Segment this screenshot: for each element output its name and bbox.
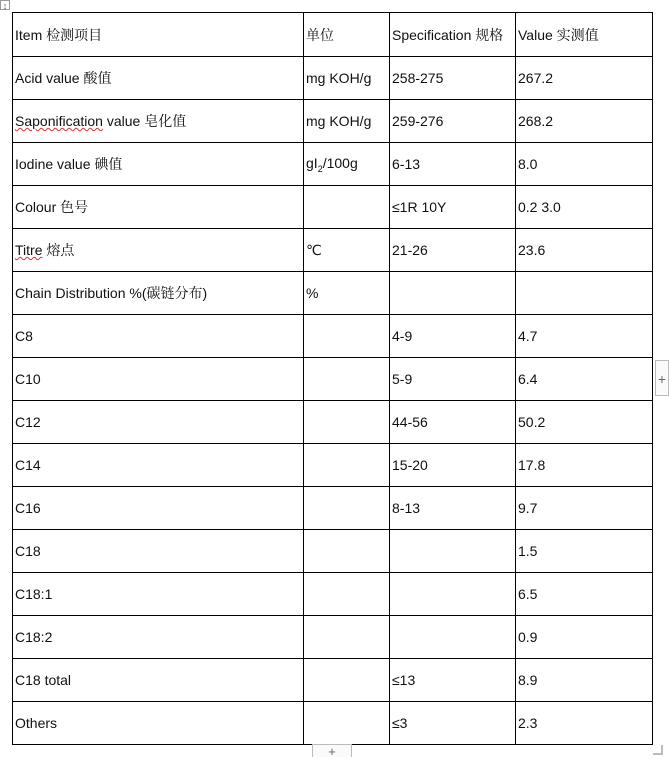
unit-cell[interactable] [304, 143, 390, 186]
table-row [13, 186, 653, 229]
header-value: Value 实测值 [516, 13, 653, 57]
table-row [13, 57, 653, 100]
unit-cell[interactable] [304, 315, 390, 358]
table-row [13, 573, 653, 616]
table-row [13, 659, 653, 702]
unit-cell[interactable] [304, 358, 390, 401]
unit-cell[interactable] [304, 616, 390, 659]
item-cell[interactable]: C18 total [13, 659, 304, 702]
item-cell[interactable]: C18:2 [13, 616, 304, 659]
unit-cell[interactable] [304, 401, 390, 444]
spec-cell[interactable] [390, 272, 516, 315]
spec-cell[interactable] [390, 530, 516, 573]
spec-cell[interactable]: 21-26 [390, 229, 516, 272]
unit-prefix: gI [306, 154, 318, 171]
spec-cell[interactable]: 15-20 [390, 444, 516, 487]
value-cell[interactable] [516, 272, 653, 315]
table-row [13, 229, 653, 272]
unit-cell[interactable] [304, 659, 390, 702]
spec-cell[interactable]: 259-276 [390, 100, 516, 143]
spec-cell[interactable]: ≤3 [390, 702, 516, 745]
item-cell[interactable]: Chain Distribution %(碳链分布) [13, 272, 304, 315]
value-cell[interactable]: 50.2 [516, 401, 653, 444]
item-cell[interactable]: Colour 色号 [13, 186, 304, 229]
table-row [13, 315, 653, 358]
item-cell[interactable]: C14 [13, 444, 304, 487]
item-text: 熔点 [42, 242, 75, 258]
unit-suffix: /100g [322, 154, 358, 171]
value-cell[interactable]: 17.8 [516, 444, 653, 487]
spec-cell[interactable]: ≤13 [390, 659, 516, 702]
spellcheck-word: Titre [15, 242, 43, 258]
item-cell[interactable] [13, 100, 304, 143]
spec-cell[interactable]: 4-9 [390, 315, 516, 358]
header-specification: Specification 规格 [390, 13, 516, 57]
unit-cell[interactable]: mg KOH/g [304, 100, 390, 143]
table-row [13, 444, 653, 487]
unit-cell[interactable] [304, 186, 390, 229]
table-row [13, 401, 653, 444]
spec-cell[interactable]: 44-56 [390, 401, 516, 444]
spec-cell[interactable]: 6-13 [390, 143, 516, 186]
item-cell[interactable]: Others [13, 702, 304, 745]
value-cell[interactable]: 0.9 [516, 616, 653, 659]
item-cell[interactable]: C12 [13, 401, 304, 444]
header-item: Item 检测项目 [13, 13, 304, 57]
add-column-icon[interactable]: + [655, 360, 669, 396]
item-cell[interactable]: C18:1 [13, 573, 304, 616]
table-row [13, 100, 653, 143]
spec-cell[interactable] [390, 616, 516, 659]
spec-cell[interactable]: ≤1R 10Y [390, 186, 516, 229]
table-row [13, 487, 653, 530]
value-cell[interactable]: 8.0 [516, 143, 653, 186]
value-cell[interactable]: 6.4 [516, 358, 653, 401]
spec-cell[interactable]: 8-13 [390, 487, 516, 530]
value-cell[interactable]: 267.2 [516, 57, 653, 100]
unit-subscript: 2 [317, 163, 323, 174]
specification-table [12, 12, 653, 745]
item-cell[interactable]: Acid value 酸值 [13, 57, 304, 100]
unit-cell[interactable]: ℃ [304, 229, 390, 272]
value-cell[interactable]: 8.9 [516, 659, 653, 702]
item-cell[interactable]: C8 [13, 315, 304, 358]
value-cell[interactable]: 4.7 [516, 315, 653, 358]
table-resize-icon[interactable] [653, 745, 663, 755]
table-row [13, 272, 653, 315]
item-cell[interactable]: C16 [13, 487, 304, 530]
add-row-icon[interactable]: + [312, 744, 352, 757]
unit-cell[interactable]: mg KOH/g [304, 57, 390, 100]
value-cell[interactable]: 2.3 [516, 702, 653, 745]
item-text: value 皂化值 [102, 113, 187, 129]
value-cell[interactable]: 6.5 [516, 573, 653, 616]
table-row [13, 530, 653, 573]
value-cell[interactable]: 1.5 [516, 530, 653, 573]
table-move-handle-icon[interactable]: ↕ [0, 0, 10, 10]
table-row [13, 616, 653, 659]
header-unit: 单位 [304, 13, 390, 57]
spec-cell[interactable]: 5-9 [390, 358, 516, 401]
unit-cell[interactable] [304, 530, 390, 573]
item-cell[interactable]: C18 [13, 530, 304, 573]
unit-cell[interactable]: % [304, 272, 390, 315]
value-cell[interactable]: 9.7 [516, 487, 653, 530]
table-row [13, 143, 653, 186]
table-header-row [13, 13, 653, 57]
unit-cell[interactable] [304, 702, 390, 745]
spec-cell[interactable] [390, 573, 516, 616]
item-cell[interactable]: C10 [13, 358, 304, 401]
value-cell[interactable]: 23.6 [516, 229, 653, 272]
item-cell[interactable]: Iodine value 碘值 [13, 143, 304, 186]
table-row [13, 702, 653, 745]
table-row [13, 358, 653, 401]
unit-cell[interactable] [304, 573, 390, 616]
item-cell[interactable] [13, 229, 304, 272]
value-cell[interactable]: 0.2 3.0 [516, 186, 653, 229]
value-cell[interactable]: 268.2 [516, 100, 653, 143]
unit-cell[interactable] [304, 487, 390, 530]
spellcheck-word: Saponification [15, 113, 103, 129]
unit-cell[interactable] [304, 444, 390, 487]
spec-cell[interactable]: 258-275 [390, 57, 516, 100]
